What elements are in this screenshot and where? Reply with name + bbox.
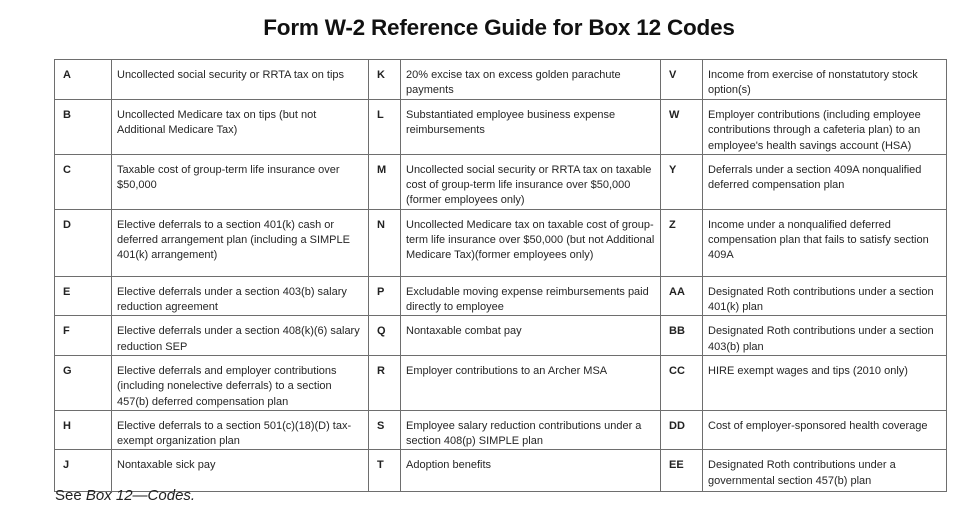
box12-code: H: [55, 410, 112, 450]
box12-code: J: [55, 450, 112, 492]
box12-code-description: Substantiated employee business expense reimbursements: [401, 100, 661, 155]
box12-code-description: Designated Roth contributions under a governmental section 457(b) plan: [703, 450, 947, 492]
box12-code: T: [369, 450, 401, 492]
box12-code-description: Elective deferrals under a section 408(k)(6) salary reduction SEP: [112, 316, 369, 356]
box12-code-description: Deferrals under a section 409A nonqualified deferred compensation plan: [703, 154, 947, 209]
box12-code-description: Designated Roth contributions under a section 401(k) plan: [703, 276, 947, 316]
table-row: [55, 276, 947, 316]
box12-code: Q: [369, 316, 401, 356]
table-row: [55, 316, 947, 356]
box12-code: C: [55, 154, 112, 209]
box12-code-description: Uncollected social security or RRTA tax on taxable cost of group-term life insurance over $50,000 (former employees only): [401, 154, 661, 209]
box12-code: D: [55, 209, 112, 276]
box12-code-description: Uncollected Medicare tax on tips (but not Additional Medicare Tax): [112, 100, 369, 155]
box12-code: G: [55, 355, 112, 410]
box12-code: DD: [661, 410, 703, 450]
table-row: [55, 60, 947, 100]
box12-code-description: Employer contributions to an Archer MSA: [401, 355, 661, 410]
box12-code-description: Employee salary reduction contributions under a section 408(p) SIMPLE plan: [401, 410, 661, 450]
box12-code: AA: [661, 276, 703, 316]
box12-code: V: [661, 60, 703, 100]
box12-code: M: [369, 154, 401, 209]
box12-code: P: [369, 276, 401, 316]
box12-code: Y: [661, 154, 703, 209]
box12-code-description: Elective deferrals under a section 403(b) salary reduction agreement: [112, 276, 369, 316]
box12-code: K: [369, 60, 401, 100]
box12-code: CC: [661, 355, 703, 410]
box12-code: R: [369, 355, 401, 410]
box12-code: BB: [661, 316, 703, 356]
footer-prefix: See: [55, 487, 86, 504]
table-row: [55, 410, 947, 450]
box12-code-description: Taxable cost of group-term life insurance over $50,000: [112, 154, 369, 209]
table-row: [55, 100, 947, 155]
box12-code: L: [369, 100, 401, 155]
table-row: [55, 154, 947, 209]
box12-code: S: [369, 410, 401, 450]
footer-reference: Box 12—Codes.: [85, 487, 196, 504]
box12-code-description: Elective deferrals to a section 401(k) cash or deferred arrangement plan (including a SIMPLE 401(k) arrangement): [112, 209, 369, 276]
box12-code-description: Cost of employer-sponsored health coverage: [703, 410, 947, 450]
table-row: [55, 209, 947, 276]
box12-code-description: HIRE exempt wages and tips (2010 only): [703, 355, 947, 410]
box12-code: B: [55, 100, 112, 155]
box12-code-description: Elective deferrals to a section 501(c)(18)(D) tax-exempt organization plan: [112, 410, 369, 450]
box12-code-description: Income from exercise of nonstatutory stock option(s): [703, 60, 947, 100]
page-title: Form W-2 Reference Guide for Box 12 Codes: [263, 15, 735, 40]
box12-code: Z: [661, 209, 703, 276]
box12-code: A: [55, 60, 112, 100]
footer-note: [55, 487, 195, 504]
box12-code: F: [55, 316, 112, 356]
box12-code: W: [661, 100, 703, 155]
box12-code-description: Elective deferrals and employer contributions (including nonelective deferrals) to a section 457(b) deferred compensation plan: [112, 355, 369, 410]
box12-code-description: Nontaxable combat pay: [401, 316, 661, 356]
box12-code-description: Adoption benefits: [401, 450, 661, 492]
box12-code-description: Employer contributions (including employee contributions through a cafeteria plan) to an employee's health savings account (HSA): [703, 100, 947, 155]
box12-code: N: [369, 209, 401, 276]
table-row: [55, 450, 947, 492]
table-row: [55, 355, 947, 410]
box12-code-description: 20% excise tax on excess golden parachute payments: [401, 60, 661, 100]
box12-codes-table: [54, 59, 947, 492]
box12-code-description: Excludable moving expense reimbursements paid directly to employee: [401, 276, 661, 316]
box12-code-description: Nontaxable sick pay: [112, 450, 369, 492]
box12-code-description: Designated Roth contributions under a section 403(b) plan: [703, 316, 947, 356]
box12-code-description: Income under a nonqualified deferred compensation plan that fails to satisfy section 409A: [703, 209, 947, 276]
box12-code-description: Uncollected Medicare tax on taxable cost of group-term life insurance over $50,000 (but not Additional Medicare Tax)(former employees only): [401, 209, 661, 276]
box12-code: EE: [661, 450, 703, 492]
box12-code: E: [55, 276, 112, 316]
box12-code-description: Uncollected social security or RRTA tax on tips: [112, 60, 369, 100]
